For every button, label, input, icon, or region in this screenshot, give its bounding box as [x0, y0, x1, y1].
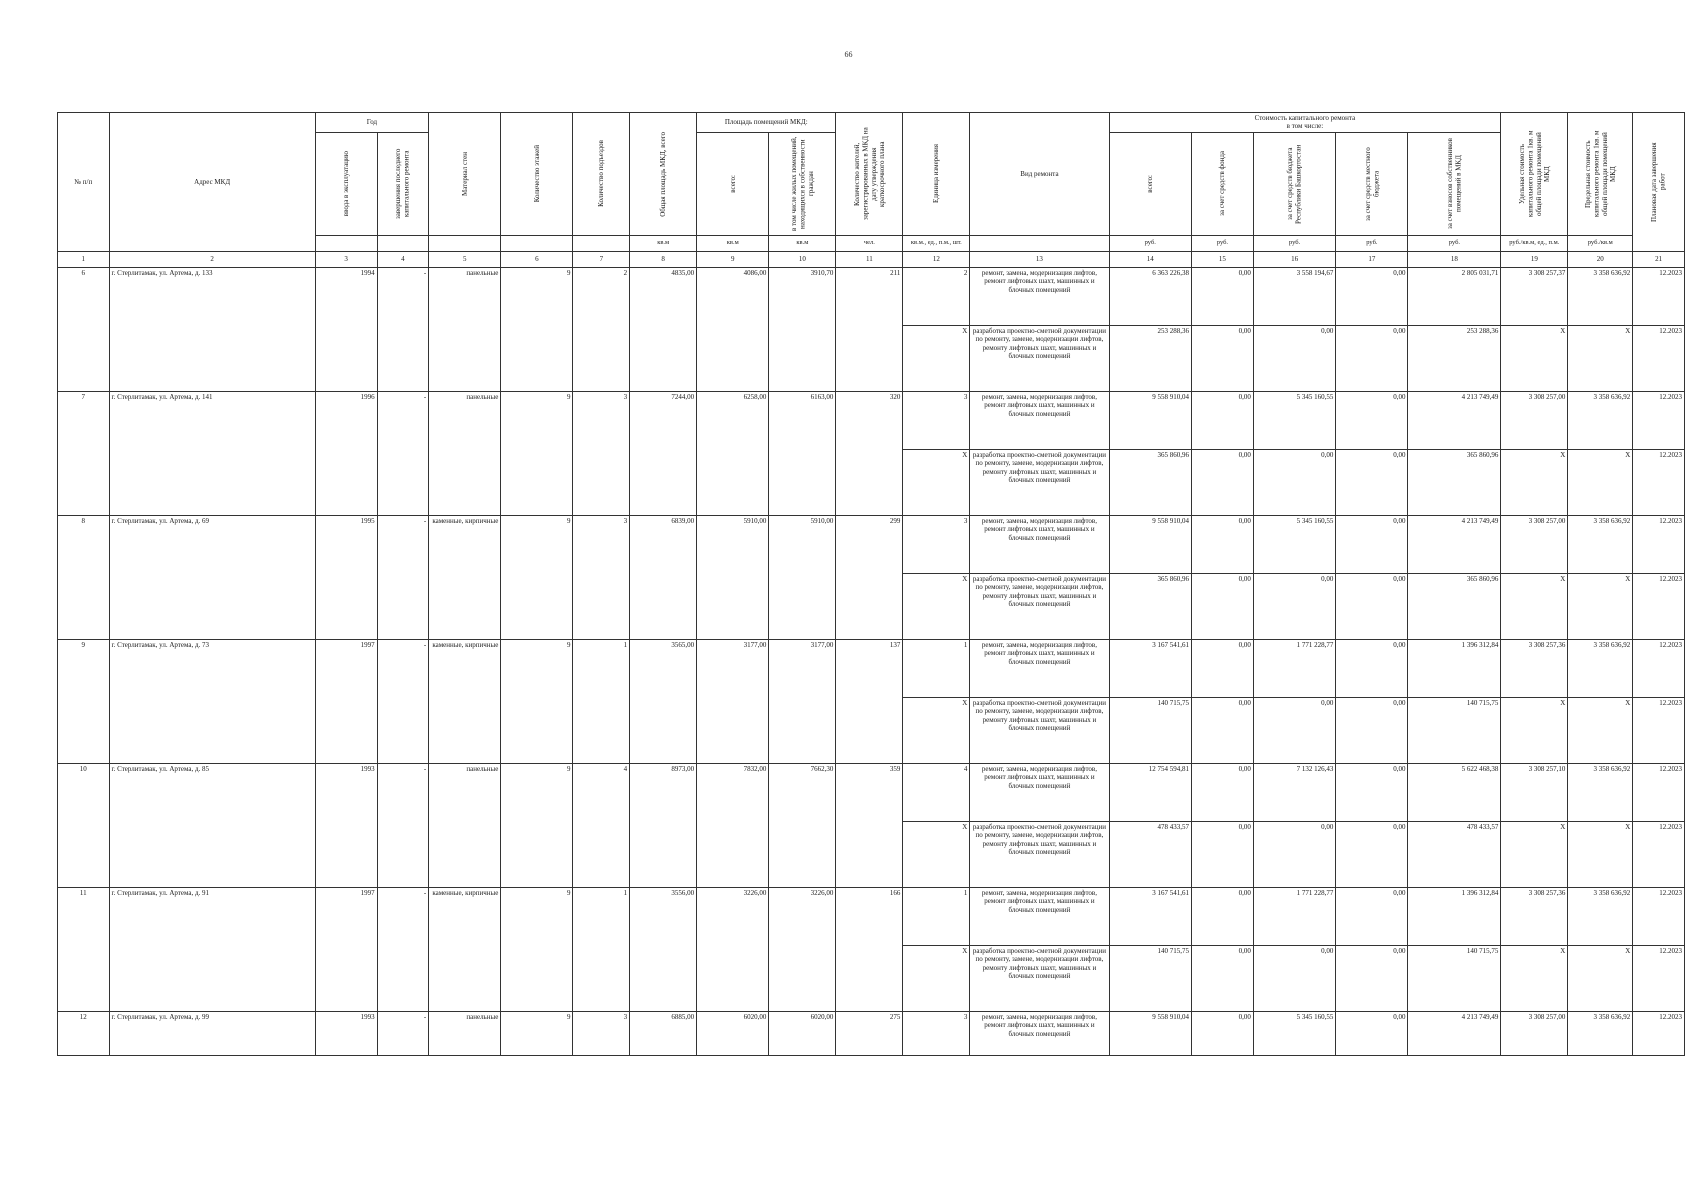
floors-cell: 9 [501, 887, 573, 1011]
cost-owners-cell: 4 213 749,49 [1408, 1011, 1501, 1055]
table-row [58, 887, 1685, 945]
deadline-cell: 12.2023 [1633, 449, 1685, 515]
cost-owners-cell: 365 860,96 [1408, 449, 1501, 515]
total-area-cell: 6839,00 [630, 515, 697, 639]
deadline-cell: 12.2023 [1633, 325, 1685, 391]
table-row [58, 639, 1685, 697]
max-cost-cell: 3 358 636,92 [1568, 763, 1633, 821]
cost-local-cell: 0,00 [1336, 763, 1408, 821]
deadline-cell: 12.2023 [1633, 945, 1685, 1011]
unit-cell: 4 [903, 763, 970, 821]
unit-cell: 2 [903, 267, 970, 325]
area-private-cell: 7662,30 [769, 763, 836, 887]
colnum-1: 1 [58, 251, 110, 267]
unit-year-last-repair [377, 235, 429, 251]
cost-fund-cell: 0,00 [1191, 449, 1253, 515]
max-cost-cell: 3 358 636,92 [1568, 887, 1633, 945]
max-cost-cell: X [1568, 945, 1633, 1011]
header-wall-material: Материал стен [429, 113, 501, 236]
deadline-cell: 12.2023 [1633, 267, 1685, 325]
max-cost-cell: X [1568, 821, 1633, 887]
header-total-area: Общая площадь МКД, всего [630, 113, 697, 236]
unit-cell: 1 [903, 639, 970, 697]
unit-wall-material [429, 235, 501, 251]
floors-cell: 9 [501, 391, 573, 515]
unit-cost-fund: руб. [1191, 235, 1253, 251]
unit-cost-cell: 3 308 257,36 [1501, 639, 1568, 697]
max-cost-cell: 3 358 636,92 [1568, 1011, 1633, 1055]
cost-owners-cell: 4 213 749,49 [1408, 515, 1501, 573]
max-cost-cell: X [1568, 449, 1633, 515]
area-private-cell: 3177,00 [769, 639, 836, 763]
area-total-cell: 6020,00 [697, 1011, 769, 1055]
cost-total-cell: 9 558 910,04 [1109, 391, 1191, 449]
header-cost-fund: за счет средств фонда [1191, 132, 1253, 235]
last-repair-cell: - [377, 887, 429, 1011]
unit-area-private: кв.м [769, 235, 836, 251]
unit-cell: 3 [903, 1011, 970, 1055]
residents-cell: 320 [836, 391, 903, 515]
area-private-cell: 6163,00 [769, 391, 836, 515]
unit-cell: X [903, 697, 970, 763]
area-private-cell: 5910,00 [769, 515, 836, 639]
cost-total-cell: 365 860,96 [1109, 573, 1191, 639]
work-type-cell: ремонт, замена, модернизация лифтов, ремонт лифтовых шахт, машинных и блочных помещений [970, 763, 1109, 821]
unit-cost-cell: X [1501, 945, 1568, 1011]
total-area-cell: 8973,00 [630, 763, 697, 887]
wall-material-cell: панельные [429, 763, 501, 887]
cost-fund-cell: 0,00 [1191, 887, 1253, 945]
total-area-cell: 6885,00 [630, 1011, 697, 1055]
cost-republic-cell: 7 132 126,43 [1253, 763, 1335, 821]
cost-fund-cell: 0,00 [1191, 391, 1253, 449]
cost-republic-cell: 0,00 [1253, 945, 1335, 1011]
unit-residents: чел. [836, 235, 903, 251]
table-row [58, 267, 1685, 325]
wall-material-cell: каменные, кирпичные [429, 639, 501, 763]
work-type-cell: ремонт, замена, модернизация лифтов, ремонт лифтовых шахт, машинных и блочных помещений [970, 1011, 1109, 1055]
max-cost-cell: 3 358 636,92 [1568, 639, 1633, 697]
last-repair-cell: - [377, 763, 429, 887]
area-private-cell: 3226,00 [769, 887, 836, 1011]
residents-cell: 211 [836, 267, 903, 391]
header-area-private: в том числе жилых помещений, находящихся в собственности граждан [769, 132, 836, 235]
unit-cost-cell: X [1501, 325, 1568, 391]
residents-cell: 359 [836, 763, 903, 887]
unit-cost-owners: руб. [1408, 235, 1501, 251]
cost-republic-cell: 1 771 228,77 [1253, 639, 1335, 697]
unit-max-cost: руб./кв.м [1568, 235, 1633, 251]
cost-fund-cell: 0,00 [1191, 639, 1253, 697]
total-area-cell: 4835,00 [630, 267, 697, 391]
cost-local-cell: 0,00 [1336, 697, 1408, 763]
last-repair-cell: - [377, 267, 429, 391]
unit-cell: X [903, 325, 970, 391]
entrances-cell: 3 [573, 515, 630, 639]
unit-cost-cell: 3 308 257,37 [1501, 267, 1568, 325]
address-cell: г. Стерлитамак, ул. Артема, д. 69 [109, 515, 315, 639]
colnum-14: 14 [1109, 251, 1191, 267]
table-row [58, 1011, 1685, 1055]
wall-material-cell: каменные, кирпичные [429, 515, 501, 639]
header-area-total: всего: [697, 132, 769, 235]
wall-material-cell: панельные [429, 267, 501, 391]
area-total-cell: 3226,00 [697, 887, 769, 1011]
colnum-5: 5 [429, 251, 501, 267]
capital-repair-table [57, 112, 1685, 1056]
header-floors: Количество этажей [501, 113, 573, 236]
colnum-6: 6 [501, 251, 573, 267]
cost-total-cell: 140 715,75 [1109, 945, 1191, 1011]
residents-cell: 299 [836, 515, 903, 639]
last-repair-cell: - [377, 1011, 429, 1055]
header-deadline: Плановая дата завершения работ [1633, 113, 1685, 252]
header-cost-local: за счет средств местного бюджета [1336, 132, 1408, 235]
cost-total-cell: 3 167 541,61 [1109, 639, 1191, 697]
cost-owners-cell: 253 288,36 [1408, 325, 1501, 391]
colnum-17: 17 [1336, 251, 1408, 267]
page-number: 66 [844, 50, 853, 59]
cost-republic-cell: 0,00 [1253, 325, 1335, 391]
work-type-cell: разработка проектно-сметной документации по ремонту, замене, модернизации лифтов, ремонту лифтовых шахт, машинных и блочных помещений [970, 573, 1109, 639]
year-cell: 1997 [315, 639, 377, 763]
header-cost-republic: за счет средств бюджета Республики Башкортостан [1253, 132, 1335, 235]
cost-republic-cell: 1 771 228,77 [1253, 887, 1335, 945]
colnum-10: 10 [769, 251, 836, 267]
work-type-cell: ремонт, замена, модернизация лифтов, ремонт лифтовых шахт, машинных и блочных помещений [970, 515, 1109, 573]
cost-local-cell: 0,00 [1336, 639, 1408, 697]
header-year-group: Год [315, 113, 428, 133]
entrances-cell: 3 [573, 391, 630, 515]
floors-cell: 9 [501, 763, 573, 887]
cost-republic-cell: 0,00 [1253, 697, 1335, 763]
cost-total-cell: 478 433,57 [1109, 821, 1191, 887]
cost-owners-cell: 1 396 312,84 [1408, 887, 1501, 945]
unit-total-area: кв.м [630, 235, 697, 251]
cost-total-cell: 12 754 594,81 [1109, 763, 1191, 821]
row-number: 12 [58, 1011, 110, 1055]
unit-measure: кв.м., ед., п.м., шт. [903, 235, 970, 251]
cost-owners-cell: 4 213 749,49 [1408, 391, 1501, 449]
colnum-12: 12 [903, 251, 970, 267]
header-residents: Количество жителей, зарегистрированных в МКД на дату утверждения краткосрочного плана [836, 113, 903, 236]
header-work-type: Вид ремонта [970, 113, 1109, 236]
row-number: 11 [58, 887, 110, 1011]
unit-floors [501, 235, 573, 251]
wall-material-cell: каменные, кирпичные [429, 887, 501, 1011]
wall-material-cell: панельные [429, 1011, 501, 1055]
cost-republic-cell: 0,00 [1253, 821, 1335, 887]
cost-local-cell: 0,00 [1336, 391, 1408, 449]
cost-fund-cell: 0,00 [1191, 945, 1253, 1011]
row-number: 7 [58, 391, 110, 515]
cost-total-cell: 253 288,36 [1109, 325, 1191, 391]
colnum-16: 16 [1253, 251, 1335, 267]
last-repair-cell: - [377, 639, 429, 763]
address-cell: г. Стерлитамак, ул. Артема, д. 133 [109, 267, 315, 391]
cost-local-cell: 0,00 [1336, 573, 1408, 639]
cost-total-cell: 365 860,96 [1109, 449, 1191, 515]
table-row [58, 515, 1685, 573]
cost-owners-cell: 365 860,96 [1408, 573, 1501, 639]
address-cell: г. Стерлитамак, ул. Артема, д. 99 [109, 1011, 315, 1055]
floors-cell: 9 [501, 639, 573, 763]
unit-cell: X [903, 945, 970, 1011]
header-num: № п/п [58, 113, 110, 252]
deadline-cell: 12.2023 [1633, 1011, 1685, 1055]
cost-owners-cell: 1 396 312,84 [1408, 639, 1501, 697]
floors-cell: 9 [501, 515, 573, 639]
area-total-cell: 7832,00 [697, 763, 769, 887]
entrances-cell: 2 [573, 267, 630, 391]
unit-unit-cost: руб./кв.м, ед., п.м. [1501, 235, 1568, 251]
cost-local-cell: 0,00 [1336, 945, 1408, 1011]
max-cost-cell: X [1568, 697, 1633, 763]
max-cost-cell: X [1568, 325, 1633, 391]
colnum-2: 2 [109, 251, 315, 267]
year-cell: 1994 [315, 267, 377, 391]
entrances-cell: 1 [573, 639, 630, 763]
area-total-cell: 3177,00 [697, 639, 769, 763]
colnum-8: 8 [630, 251, 697, 267]
total-area-cell: 3565,00 [630, 639, 697, 763]
cost-fund-cell: 0,00 [1191, 573, 1253, 639]
cost-local-cell: 0,00 [1336, 887, 1408, 945]
unit-area-total: кв.м [697, 235, 769, 251]
colnum-3: 3 [315, 251, 377, 267]
area-total-cell: 5910,00 [697, 515, 769, 639]
unit-cell: 3 [903, 391, 970, 449]
cost-local-cell: 0,00 [1336, 821, 1408, 887]
unit-work-type [970, 235, 1109, 251]
work-type-cell: ремонт, замена, модернизация лифтов, ремонт лифтовых шахт, машинных и блочных помещений [970, 267, 1109, 325]
max-cost-cell: 3 358 636,92 [1568, 267, 1633, 325]
unit-cost-cell: X [1501, 821, 1568, 887]
header-address: Адрес МКД [109, 113, 315, 252]
header-cost-total: всего: [1109, 132, 1191, 235]
unit-cost-cell: 3 308 257,36 [1501, 887, 1568, 945]
work-type-cell: ремонт, замена, модернизация лифтов, ремонт лифтовых шахт, машинных и блочных помещений [970, 391, 1109, 449]
table-row [58, 391, 1685, 449]
deadline-cell: 12.2023 [1633, 763, 1685, 821]
unit-cell: 1 [903, 887, 970, 945]
colnum-11: 11 [836, 251, 903, 267]
work-type-cell: разработка проектно-сметной документации по ремонту, замене, модернизации лифтов, ремонту лифтовых шахт, машинных и блочных помещений [970, 945, 1109, 1011]
cost-republic-cell: 3 558 194,67 [1253, 267, 1335, 325]
header-entrances: Количество подъездов [573, 113, 630, 236]
work-type-cell: разработка проектно-сметной документации по ремонту, замене, модернизации лифтов, ремонту лифтовых шахт, машинных и блочных помещений [970, 821, 1109, 887]
entrances-cell: 4 [573, 763, 630, 887]
colnum-13: 13 [970, 251, 1109, 267]
year-cell: 1993 [315, 1011, 377, 1055]
deadline-cell: 12.2023 [1633, 391, 1685, 449]
cost-republic-cell: 0,00 [1253, 573, 1335, 639]
table-row [58, 763, 1685, 821]
residents-cell: 166 [836, 887, 903, 1011]
cost-local-cell: 0,00 [1336, 267, 1408, 325]
unit-cost-cell: X [1501, 449, 1568, 515]
address-cell: г. Стерлитамак, ул. Артема, д. 85 [109, 763, 315, 887]
unit-cost-cell: 3 308 257,10 [1501, 763, 1568, 821]
cost-total-cell: 6 363 226,38 [1109, 267, 1191, 325]
work-type-cell: ремонт, замена, модернизация лифтов, ремонт лифтовых шахт, машинных и блочных помещений [970, 887, 1109, 945]
header-max-cost: Предельная стоимость капитального ремонта 1кв. м общей площади помещений МКД [1568, 113, 1633, 236]
residents-cell: 275 [836, 1011, 903, 1055]
header-cost-owners: за счет взносов собственников помещений в МКД [1408, 132, 1501, 235]
wall-material-cell: панельные [429, 391, 501, 515]
unit-cost-cell: 3 308 257,00 [1501, 515, 1568, 573]
cost-local-cell: 0,00 [1336, 449, 1408, 515]
colnum-18: 18 [1408, 251, 1501, 267]
unit-entrances [573, 235, 630, 251]
area-private-cell: 6020,00 [769, 1011, 836, 1055]
cost-owners-cell: 140 715,75 [1408, 945, 1501, 1011]
unit-cell: X [903, 821, 970, 887]
colnum-7: 7 [573, 251, 630, 267]
address-cell: г. Стерлитамак, ул. Артема, д. 141 [109, 391, 315, 515]
cost-owners-cell: 478 433,57 [1408, 821, 1501, 887]
deadline-cell: 12.2023 [1633, 639, 1685, 697]
max-cost-cell: X [1568, 573, 1633, 639]
colnum-4: 4 [377, 251, 429, 267]
unit-cell: X [903, 449, 970, 515]
colnum-15: 15 [1191, 251, 1253, 267]
work-type-cell: ремонт, замена, модернизация лифтов, ремонт лифтовых шахт, машинных и блочных помещений [970, 639, 1109, 697]
row-number: 8 [58, 515, 110, 639]
header-unit: Единица измерения [903, 113, 970, 236]
work-type-cell: разработка проектно-сметной документации по ремонту, замене, модернизации лифтов, ремонту лифтовых шахт, машинных и блочных помещений [970, 449, 1109, 515]
cost-total-cell: 3 167 541,61 [1109, 887, 1191, 945]
deadline-cell: 12.2023 [1633, 821, 1685, 887]
colnum-19: 19 [1501, 251, 1568, 267]
header-row-1 [58, 113, 1685, 133]
cost-local-cell: 0,00 [1336, 1011, 1408, 1055]
cost-republic-cell: 5 345 160,55 [1253, 1011, 1335, 1055]
unit-cost-cell: X [1501, 697, 1568, 763]
area-total-cell: 4086,00 [697, 267, 769, 391]
unit-cell: X [903, 573, 970, 639]
header-cost-group: Стоимость капитального ремонта в том числе: [1109, 113, 1501, 133]
cost-fund-cell: 0,00 [1191, 325, 1253, 391]
residents-cell: 137 [836, 639, 903, 763]
year-cell: 1995 [315, 515, 377, 639]
unit-cost-cell: 3 308 257,00 [1501, 1011, 1568, 1055]
colnum-20: 20 [1568, 251, 1633, 267]
unit-cost-cell: X [1501, 573, 1568, 639]
row-number: 6 [58, 267, 110, 391]
colnum-21: 21 [1633, 251, 1685, 267]
unit-cost-local: руб. [1336, 235, 1408, 251]
work-type-cell: разработка проектно-сметной документации по ремонту, замене, модернизации лифтов, ремонту лифтовых шахт, машинных и блочных помещений [970, 325, 1109, 391]
year-cell: 1993 [315, 763, 377, 887]
total-area-cell: 7244,00 [630, 391, 697, 515]
cost-fund-cell: 0,00 [1191, 515, 1253, 573]
cost-fund-cell: 0,00 [1191, 763, 1253, 821]
cost-local-cell: 0,00 [1336, 515, 1408, 573]
area-total-cell: 6258,00 [697, 391, 769, 515]
cost-fund-cell: 0,00 [1191, 1011, 1253, 1055]
cost-total-cell: 9 558 910,04 [1109, 515, 1191, 573]
unit-cell: 3 [903, 515, 970, 573]
cost-fund-cell: 0,00 [1191, 821, 1253, 887]
deadline-cell: 12.2023 [1633, 887, 1685, 945]
unit-cost-total: руб. [1109, 235, 1191, 251]
year-cell: 1996 [315, 391, 377, 515]
cost-local-cell: 0,00 [1336, 325, 1408, 391]
row-number: 10 [58, 763, 110, 887]
row-number: 9 [58, 639, 110, 763]
address-cell: г. Стерлитамак, ул. Артема, д. 91 [109, 887, 315, 1011]
unit-cost-republic: руб. [1253, 235, 1335, 251]
cost-owners-cell: 140 715,75 [1408, 697, 1501, 763]
max-cost-cell: 3 358 636,92 [1568, 391, 1633, 449]
deadline-cell: 12.2023 [1633, 515, 1685, 573]
cost-total-cell: 140 715,75 [1109, 697, 1191, 763]
floors-cell: 9 [501, 267, 573, 391]
cost-republic-cell: 0,00 [1253, 449, 1335, 515]
entrances-cell: 1 [573, 887, 630, 1011]
cost-total-cell: 9 558 910,04 [1109, 1011, 1191, 1055]
last-repair-cell: - [377, 515, 429, 639]
colnum-9: 9 [697, 251, 769, 267]
entrances-cell: 3 [573, 1011, 630, 1055]
table-body [58, 267, 1685, 1055]
cost-owners-cell: 5 622 468,38 [1408, 763, 1501, 821]
unit-year-commission [315, 235, 377, 251]
work-type-cell: разработка проектно-сметной документации по ремонту, замене, модернизации лифтов, ремонту лифтовых шахт, машинных и блочных помещений [970, 697, 1109, 763]
unit-cost-cell: 3 308 257,00 [1501, 391, 1568, 449]
cost-fund-cell: 0,00 [1191, 697, 1253, 763]
header-unit-cost: Удельная стоимость капитального ремонта 1кв. м общей площади помещений МКД [1501, 113, 1568, 236]
header-year-commission: ввода в эксплуатацию [315, 132, 377, 235]
area-private-cell: 3910,70 [769, 267, 836, 391]
header-area-group: Площадь помещений МКД: [697, 113, 836, 133]
cost-republic-cell: 5 345 160,55 [1253, 515, 1335, 573]
floors-cell: 9 [501, 1011, 573, 1055]
max-cost-cell: 3 358 636,92 [1568, 515, 1633, 573]
column-numbers-row [58, 251, 1685, 267]
header-year-last-repair: завершения последнего капитального ремонта [377, 132, 429, 235]
last-repair-cell: - [377, 391, 429, 515]
total-area-cell: 3556,00 [630, 887, 697, 1011]
address-cell: г. Стерлитамак, ул. Артема, д. 73 [109, 639, 315, 763]
cost-republic-cell: 5 345 160,55 [1253, 391, 1335, 449]
year-cell: 1997 [315, 887, 377, 1011]
deadline-cell: 12.2023 [1633, 697, 1685, 763]
cost-owners-cell: 2 805 031,71 [1408, 267, 1501, 325]
cost-fund-cell: 0,00 [1191, 267, 1253, 325]
deadline-cell: 12.2023 [1633, 573, 1685, 639]
